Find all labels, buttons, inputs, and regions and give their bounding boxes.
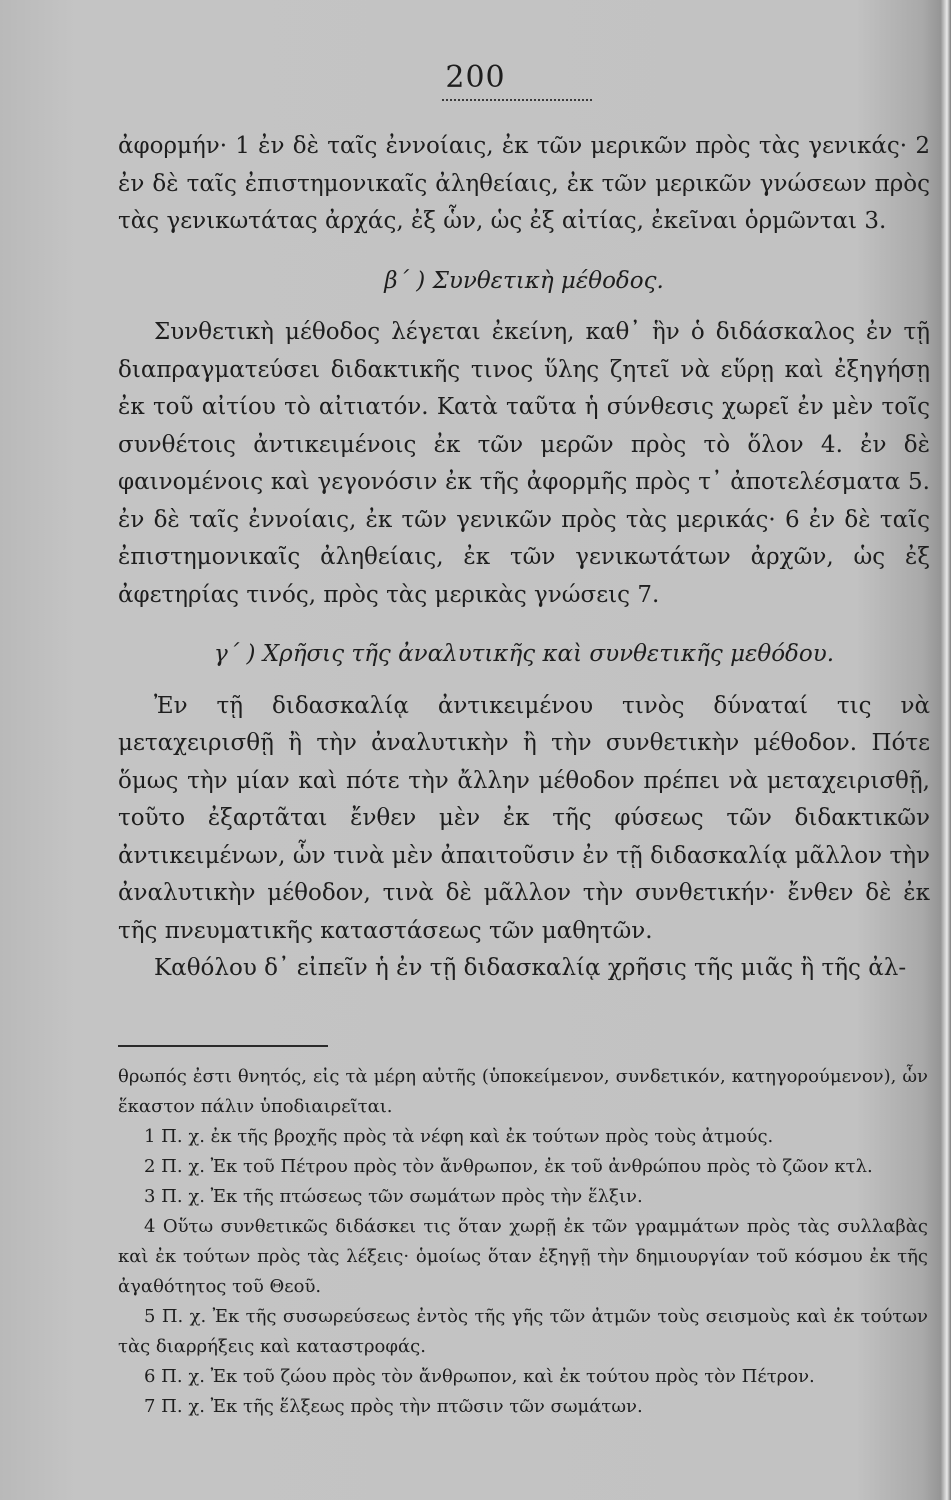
paragraph-general: Καθόλου δ᾽ εἰπεῖν ἡ ἐν τῇ διδασκαλίᾳ χρῆσις τῆς μιᾶς ἢ τῆς ἀλ-: [154, 955, 907, 981]
footnotes: [118, 1062, 928, 1422]
section-heading-usage: γ΄ ) Χρῆσις τῆς ἀναλυτικῆς καὶ συνθετικῆς μεθόδου.: [213, 641, 835, 667]
paragraph-usage: Ἐν τῇ διδασκαλίᾳ ἀντικειμένου τινὸς δύναταί τις νὰ μεταχειρισθῇ ἢ τὴν ἀναλυτικὴν ἢ τὴν συνθετικὴν μέθοδον. Πότε ὅμως τὴν μίαν καὶ πότε τὴν ἄλλην μέθοδον πρέπει νὰ μεταχειρισθῇ, τοῦτο ἐξαρτᾶται ἔνθεν μὲν ἐκ τῆς φύσεως τῶν διδακτικῶν ἀντικειμένων, ὧν τινὰ μὲν ἀπαιτοῦσιν ἐν τῇ διδασκαλίᾳ μᾶλλον τὴν ἀναλυτικὴν μέθοδον, τινὰ δὲ μᾶλλον τὴν συνθετικήν· ἔνθεν δὲ ἐκ τῆς πνευματικῆς καταστάσεως τῶν μαθητῶν.: [118, 692, 930, 944]
footnote-3: 3 Π. χ. Ἐκ τῆς πτώσεως τῶν σωμάτων πρὸς τὴν ἕλξιν.: [144, 1186, 643, 1207]
footnote-7: 7 Π. χ. Ἐκ τῆς ἕλξεως πρὸς τὴν πτῶσιν τῶν σωμάτων.: [144, 1396, 643, 1417]
footnote-2: 2 Π. χ. Ἐκ τοῦ Πέτρου πρὸς τὸν ἄνθρωπον, ἐκ τοῦ ἀνθρώπου πρὸς τὸ ζῶον κτλ.: [144, 1156, 873, 1177]
footnote-6: 6 Π. χ. Ἐκ τοῦ ζώου πρὸς τὸν ἄνθρωπον, καὶ ἐκ τούτου πρὸς τὸν Πέτρον.: [144, 1366, 815, 1387]
page-edge: [941, 0, 951, 1500]
main-text: [118, 128, 930, 988]
page-number: 200: [445, 60, 506, 95]
footnote-4: 4 Οὕτω συνθετικῶς διδάσκει τις ὅταν χωρῇ ἐκ τῶν γραμμάτων πρὸς τὰς συλλαβὰς καὶ ἐκ τούτων πρὸς τὰς λέξεις· ὁμοίως ὅταν ἐξηγῇ τὴν δημιουργίαν τοῦ κόσμου ἐκ τῆς ἀγαθότητος τοῦ Θεοῦ.: [118, 1216, 928, 1297]
header-rule: [442, 99, 592, 101]
footnote-continuation: θρωπός ἐστι θνητός, εἰς τὰ μέρη αὐτῆς (ὑποκείμενον, συνδετικόν, κατηγορούμενον), ὧν ἕκαστον πάλιν ὑποδιαιρεῖται.: [118, 1066, 928, 1117]
footnote-5: 5 Π. χ. Ἐκ τῆς συσωρεύσεως ἐντὸς τῆς γῆς τῶν ἀτμῶν τοὺς σεισμοὺς καὶ ἐκ τούτων τὰς διαρρήξεις καὶ καταστροφάς.: [118, 1306, 928, 1357]
section-heading-synthetic: β΄ ) Συνθετικὴ μέθοδος.: [384, 267, 664, 294]
footnote-1: 1 Π. χ. ἐκ τῆς βροχῆς πρὸς τὰ νέφη καὶ ἐκ τούτων πρὸς τοὺς ἀτμούς.: [144, 1126, 774, 1147]
paragraph-analysis-end: ἀφορμήν· 1 ἐν δὲ ταῖς ἐννοίαις, ἐκ τῶν μερικῶν πρὸς τὰς γενικάς· 2 ἐν δὲ ταῖς ἐπιστημονικαῖς ἀληθείαις, ἐκ τῶν μερικῶν γνώσεων πρὸς τὰς γενικωτάτας ἀρχάς, ἐξ ὧν, ὡς ἐξ αἰτίας, ἐκεῖναι ὁρμῶνται 3.: [118, 133, 930, 234]
paragraph-synthetic-method: Συνθετικὴ μέθοδος λέγεται ἐκείνη, καθ᾽ ἣν ὁ διδάσκαλος ἐν τῇ διαπραγματεύσει διδακτικῆς τινος ὕλης ζητεῖ νὰ εὕρῃ καὶ ἐξηγήσῃ ἐκ τοῦ αἰτίου τὸ αἰτιατόν. Κατὰ ταῦτα ἡ σύνθεσις χωρεῖ ἐν μὲν τοῖς συνθέτοις ἀντικειμένοις ἐκ τῶν μερῶν πρὸς τὸ ὅλον 4. ἐν δὲ φαινομένοις καὶ γεγονόσιν ἐκ τῆς ἀφορμῆς πρὸς τ᾽ ἀποτελέσματα 5. ἐν δὲ ταῖς ἐννοίαις, ἐκ τῶν γενικῶν πρὸς τὰς μερικάς· 6 ἐν δὲ ταῖς ἐπιστημονικαῖς ἀληθείαις, ἐκ τῶν γενικωτάτων ἀρχῶν, ὡς ἐξ ἀφετηρίας τινός, πρὸς τὰς μερικὰς γνώσεις 7.: [118, 319, 930, 608]
footnote-rule: [118, 1045, 328, 1047]
